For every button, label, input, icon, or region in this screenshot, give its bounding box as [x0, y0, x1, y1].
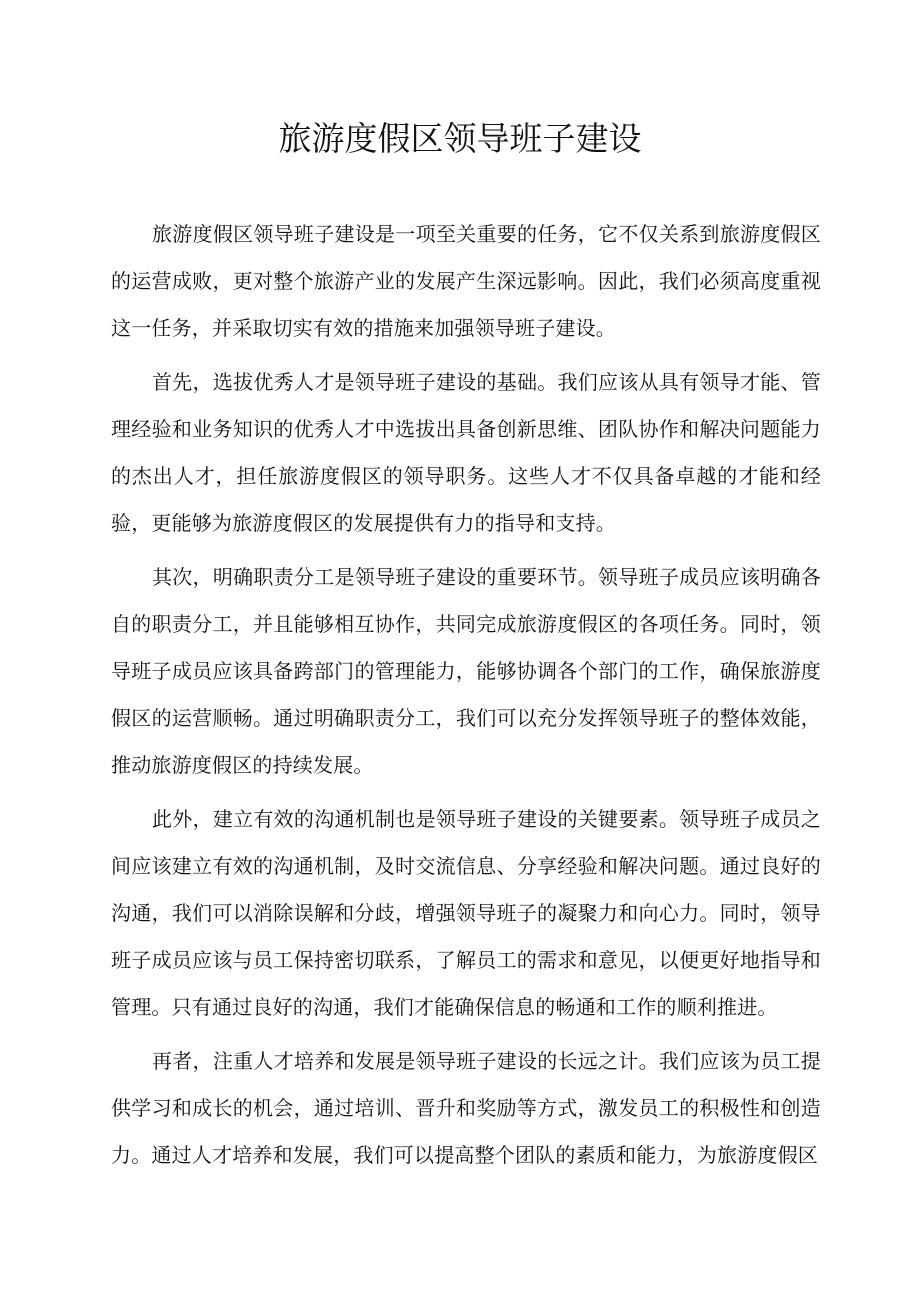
paragraph-talent-selection: 首先，选拔优秀人才是领导班子建设的基础。我们应该从具有领导才能、管理经验和业务知识的优秀人才中选拔出具备创新思维、团队协作和解决问题能力的杰出人才，担任旅游度假区的领导职务。这些人才不仅具备卓越的才能和经验，更能够为旅游度假区的发展提供有力的指导和支持。: [111, 370, 821, 535]
paragraph-communication-mechanism: 此外，建立有效的沟通机制也是领导班子建设的关键要素。领导班子成员之间应该建立有效的沟通机制，及时交流信息、分享经验和解决问题。通过良好的沟通，我们可以消除误解和分歧，增强领导班子的凝聚力和向心力。同时，领导班子成员应该与员工保持密切联系，了解员工的需求和意见，以便更好地指导和管理。只有通过良好的沟通，我们才能确保信息的畅通和工作的顺利推进。: [111, 807, 821, 1019]
document-title: 旅游度假区领导班子建设: [278, 119, 642, 158]
document-body: [111, 211, 821, 1186]
paragraph-responsibility-division: 其次，明确职责分工是领导班子建设的重要环节。领导班子成员应该明确各自的职责分工，并且能够相互协作，共同完成旅游度假区的各项任务。同时，领导班子成员应该具备跨部门的管理能力，能够协调各个部门的工作，确保旅游度假区的运营顺畅。通过明确职责分工，我们可以充分发挥领导班子的整体效能，推动旅游度假区的持续发展。: [111, 565, 821, 777]
paragraph-intro: 旅游度假区领导班子建设是一项至关重要的任务，它不仅关系到旅游度假区的运营成败，更对整个旅游产业的发展产生深远影响。因此，我们必须高度重视这一任务，并采取切实有效的措施来加强领导班子建设。: [111, 222, 821, 340]
paragraph-talent-development: 再者，注重人才培养和发展是领导班子建设的长远之计。我们应该为员工提供学习和成长的机会，通过培训、晋升和奖励等方式，激发员工的积极性和创造力。通过人才培养和发展，我们可以提高整个团队的素质和能力，为旅游度假区: [111, 1049, 821, 1167]
